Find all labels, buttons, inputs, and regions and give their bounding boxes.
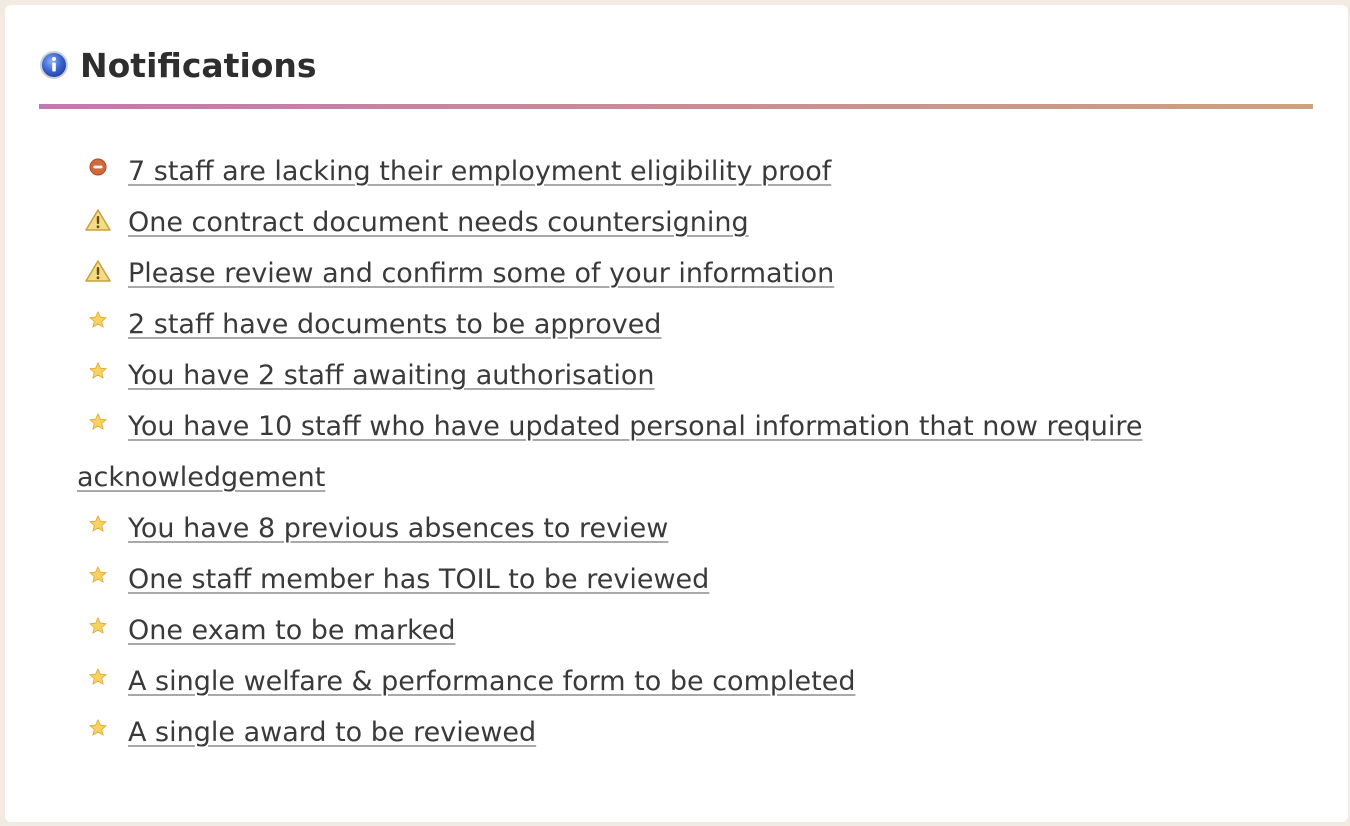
- notification-link[interactable]: You have 10 staff who have updated personal information that now require acknowledgement: [77, 411, 1143, 493]
- star-icon: [81, 718, 115, 744]
- notification-list: [77, 146, 1277, 758]
- notification-link[interactable]: One staff member has TOIL to be reviewed: [128, 564, 710, 595]
- notification-link[interactable]: 7 staff are lacking their employment eligibility proof: [128, 156, 832, 187]
- notification-item: [77, 605, 1277, 656]
- notification-item: [77, 401, 1277, 503]
- notification-item: [77, 299, 1277, 350]
- error-icon: [81, 157, 115, 183]
- notification-link[interactable]: You have 8 previous absences to review: [128, 513, 669, 544]
- notification-link[interactable]: 2 staff have documents to be approved: [128, 309, 662, 340]
- warning-icon: [81, 259, 115, 285]
- star-icon: [81, 565, 115, 591]
- notification-item: [77, 656, 1277, 707]
- star-icon: [81, 667, 115, 693]
- notification-item: [77, 554, 1277, 605]
- notification-link[interactable]: One exam to be marked: [128, 615, 456, 646]
- star-icon: [81, 616, 115, 642]
- star-icon: [81, 412, 115, 438]
- header-divider: [39, 104, 1313, 109]
- notifications-panel: [5, 5, 1348, 822]
- notification-item: [77, 503, 1277, 554]
- notification-item: [77, 350, 1277, 401]
- warning-icon: [81, 208, 115, 234]
- notification-link[interactable]: A single award to be reviewed: [128, 717, 537, 748]
- notification-link[interactable]: You have 2 staff awaiting authorisation: [128, 360, 655, 391]
- notification-item: [77, 248, 1277, 299]
- notification-item: [77, 197, 1277, 248]
- notification-link[interactable]: One contract document needs countersigning: [128, 207, 749, 238]
- star-icon: [81, 310, 115, 336]
- notification-link[interactable]: Please review and confirm some of your information: [128, 258, 835, 289]
- star-icon: [81, 514, 115, 540]
- notification-link[interactable]: A single welfare & performance form to be completed: [128, 666, 856, 697]
- notification-item: [77, 146, 1277, 197]
- panel-header: [39, 45, 317, 85]
- info-icon: [39, 50, 69, 80]
- page-title: Notifications: [80, 45, 317, 85]
- notification-item: [77, 707, 1277, 758]
- star-icon: [81, 361, 115, 387]
